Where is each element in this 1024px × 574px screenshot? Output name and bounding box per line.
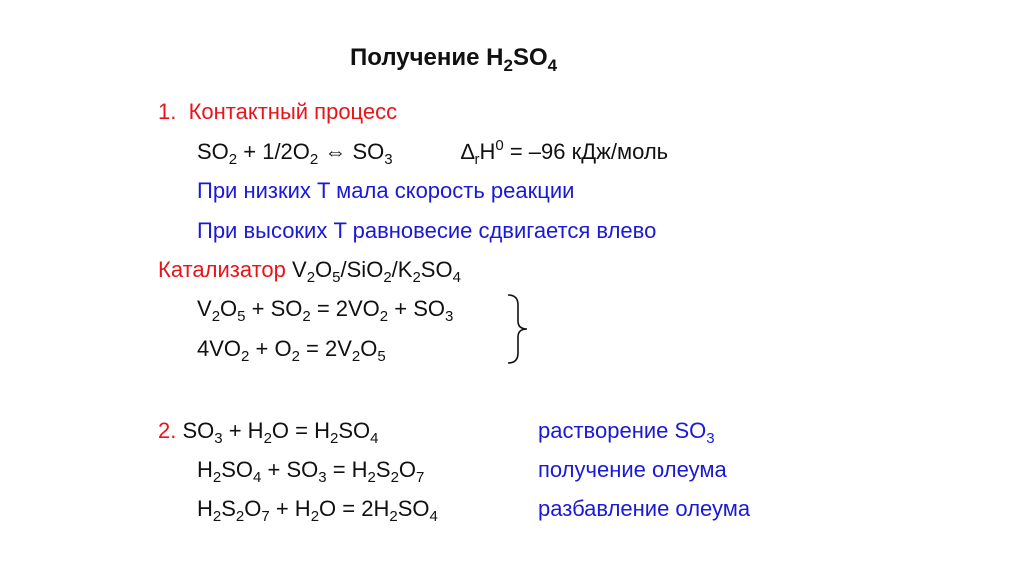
equilibrium-arrow-icon: ⇔: [324, 139, 347, 164]
section2-equation-2: $H_2SO_4 + SO_3 = H_2S_2O_7$: [197, 457, 425, 486]
slide-title: Получение $H_2SO_4$: [350, 44, 558, 75]
catalyst-line: [158, 257, 461, 286]
catalyst-formula: $V_2O_5/SiO_2/K_2SO_4$: [285, 257, 461, 286]
description-oleum-production: получение олеума: [538, 457, 727, 482]
section2-number: 2.: [158, 418, 177, 443]
description-oleum-dilution: разбавление олеума: [538, 496, 751, 521]
section1-number: 1.: [158, 99, 177, 124]
section1-heading: 1. Контактный процесс: [158, 99, 398, 124]
catalyst-reaction-2: $4VO_2 + O_2 = 2V_2O_5$: [197, 336, 386, 365]
enthalpy-value: $\Delta_rH^0 = -96$ кДж/моль: [461, 137, 669, 168]
note-low-temperature: При низких T мала скорость реакции: [197, 178, 575, 203]
description-dissolution: растворение $SO_3$: [538, 418, 715, 447]
curly-brace-icon: [505, 293, 529, 365]
catalyst-reaction-1: $V_2O_5 + SO_2 = 2VO_2 + SO_3$: [197, 296, 454, 325]
section2-equation-3: $H_2S_2O_7 + H_2O = 2H_2SO_4$: [197, 496, 438, 525]
catalyst-label: Катализатор: [158, 257, 286, 282]
section2-equation-1: 2. $SO_3 + H_2O = H_2SO_4$: [158, 418, 379, 447]
note-high-temperature: При высоких T равновесие сдвигается влево: [197, 218, 657, 243]
contact-equation: $SO_2 + 1/2O_2$ ⇔ $SO_3$: [197, 139, 393, 168]
